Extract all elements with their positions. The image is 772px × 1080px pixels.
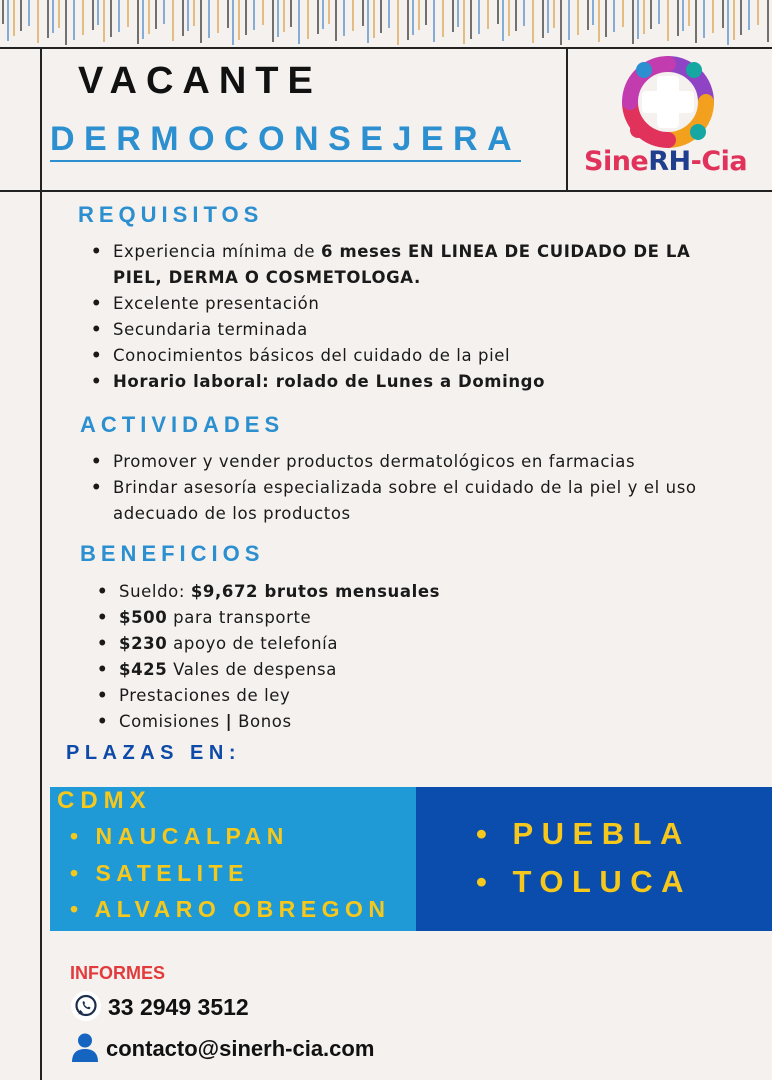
plazas-heading: PLAZAS EN: <box>66 742 241 764</box>
list-item: • Sueldo: $9,672 brutos mensuales <box>119 579 579 605</box>
list-item: • Excelente presentación <box>113 291 703 317</box>
list-item: • $230 apoyo de telefonía <box>119 631 579 657</box>
actividades-list <box>88 449 772 527</box>
city-naucalpan: • NAUCALPAN <box>70 823 289 849</box>
position-title: DERMOCONSEJERA <box>50 118 521 162</box>
actividades-heading: ACTIVIDADES <box>80 412 285 437</box>
email-address[interactable]: contacto@sinerh-cia.com <box>106 1036 375 1061</box>
page-title: VACANTE <box>78 60 322 102</box>
company-logo <box>622 56 714 148</box>
decorative-stripes <box>0 0 772 48</box>
left-margin-rule <box>40 47 42 1080</box>
list-item: • Experiencia mínima de 6 meses EN LINEA DE CUIDADO DE LA PIEL, DERMA O COSMETOLOGA. <box>113 239 703 291</box>
list-item: • Conocimientos básicos del cuidado de la piel <box>113 343 703 369</box>
cdmx-label: CDMX <box>57 787 152 814</box>
list-item: • Prestaciones de ley <box>119 683 579 709</box>
list-item: • Brindar asesoría especializada sobre el cuidado de la piel y el uso adecuado de los productos <box>113 475 772 527</box>
list-item: • Promover y vender productos dermatológicos en farmacias <box>113 449 772 475</box>
other-cities-band <box>416 787 772 931</box>
informes-heading: INFORMES <box>70 963 166 983</box>
phone-number[interactable]: 33 2949 3512 <box>108 994 249 1020</box>
header-bottom-rule <box>0 190 772 192</box>
beneficios-list <box>94 579 579 735</box>
header-divider <box>566 47 568 191</box>
city-alvaro-obregon: • ALVARO OBREGON <box>70 896 391 922</box>
header-top-rule <box>0 47 772 49</box>
requisitos-heading: REQUISITOS <box>78 202 264 227</box>
city-puebla: • PUEBLA <box>476 816 691 851</box>
company-brand: SineRH-Cia <box>584 146 748 177</box>
beneficios-heading: BENEFICIOS <box>80 541 265 566</box>
city-satelite: • SATELITE <box>70 860 249 886</box>
requisitos-list <box>88 239 703 395</box>
city-toluca: • TOLUCA <box>476 864 693 899</box>
list-item: • $425 Vales de despensa <box>119 657 579 683</box>
whatsapp-icon <box>70 990 102 1022</box>
list-item: • Comisiones | Bonos <box>119 709 579 735</box>
list-item: • $500 para transporte <box>119 605 579 631</box>
list-item: • Horario laboral: rolado de Lunes a Domingo <box>113 369 703 395</box>
list-item: • Secundaria terminada <box>113 317 703 343</box>
user-icon <box>70 1032 100 1062</box>
